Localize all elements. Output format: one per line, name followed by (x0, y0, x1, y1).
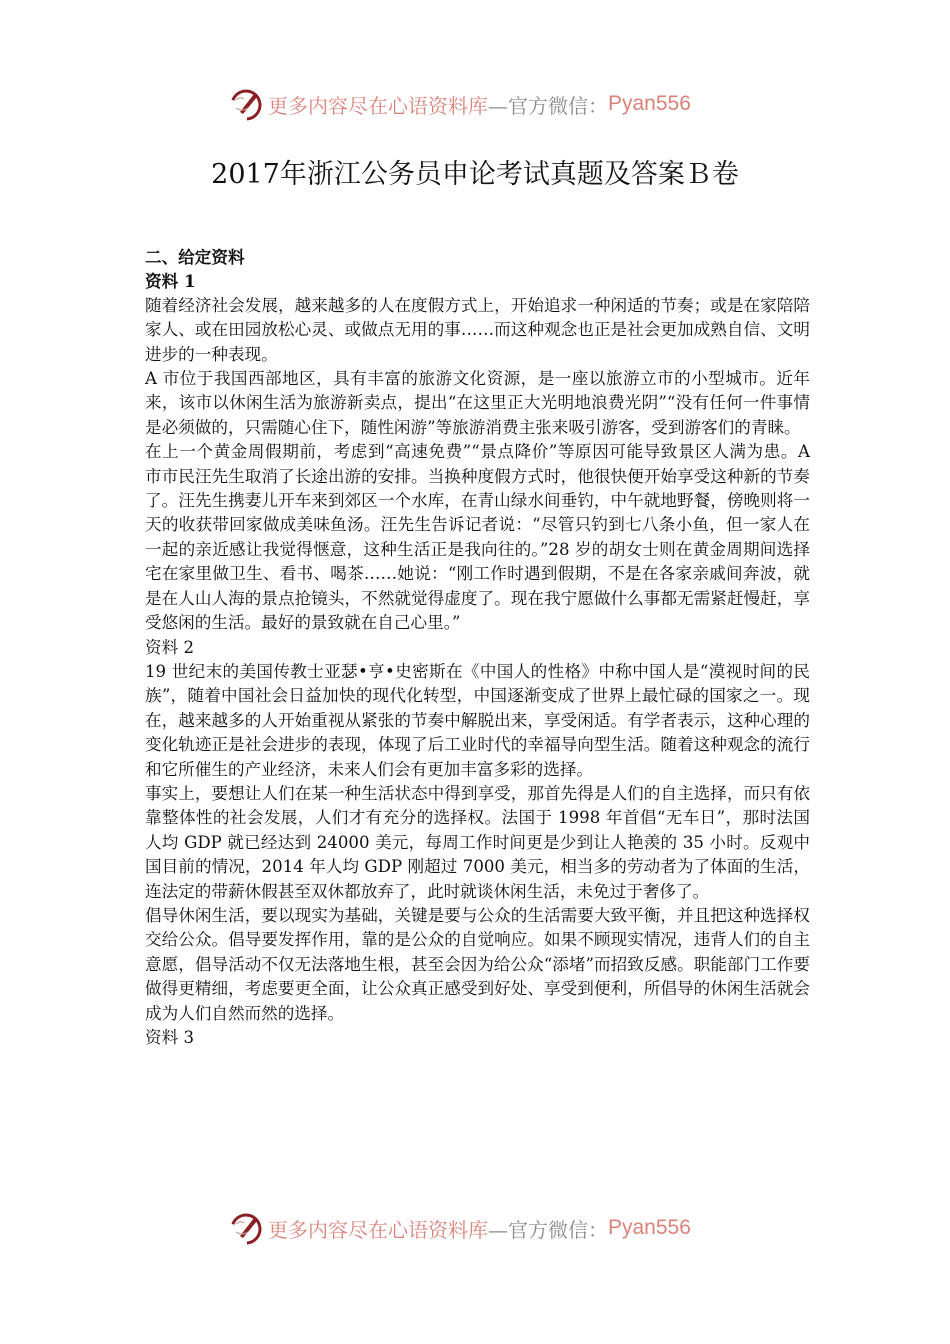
header-banner (228, 84, 708, 124)
material-1-paragraph: A 市位于我国西部地区，具有丰富的旅游文化资源，是一座以旅游立市的小型城市。近年来，该市以休闲生活为旅游新卖点，提出“在这里正大光明地浪费光阴”“没有任何一件事情是必须做的，只需随心住下，随性闲游”等旅游消费主张来吸引游客，受到游客们的青睐。 (145, 369, 810, 437)
material-2-paragraph: 19 世纪末的美国传教士亚瑟•亨•史密斯在《中国人的性格》中称中国人是“漠视时间的民族”，随着中国社会日益加快的现代化转型，中国逐渐变成了世界上最忙碌的国家之一。现在，越来越多的人开始重视从紧张的节奏中解脱出来，享受闲适。有学者表示，这种心理的变化轨迹正是社会进步的表现，体现了后工业时代的幸福导向型生活。随着这种观念的流行和它所催生的产业经济，未来人们会有更加丰富多彩的选择。 (145, 661, 810, 779)
material-1-heading: 资料 1 (145, 271, 196, 292)
banner-text-wechat-id: Pyan556 (608, 92, 691, 115)
banner-text-wechat-label: —官方微信： (488, 1217, 608, 1242)
material-2-paragraph: 倡导休闲生活，要以现实为基础，关键是要与公众的生活需要大致平衡，并且把这种选择权交给公众。倡导要发挥作用，靠的是公众的自觉响应。如果不顾现实情况，违背人们的自主意愿，倡导活动不仅无法落地生根，甚至会因为给公众“添堵”而招致反感。职能部门工作要做得更精细，考虑要更全面，让公众真正感受到好处、享受到便利，所倡导的休闲生活就会成为人们自然而然的选择。 (145, 905, 810, 1023)
banner-text-wechat-label: —官方微信： (488, 93, 608, 118)
document-body (145, 245, 810, 1050)
quill-pen-logo-icon (228, 1210, 264, 1246)
material-1-paragraph: 随着经济社会发展，越来越多的人在度假方式上，开始追求一种闲适的节奏；或是在家陪陪家人、或在田园放松心灵、或做点无用的事……而这种观念也正是社会更加成熟自信、文明进步的一种表现。 (145, 295, 810, 364)
material-1-paragraph: 在上一个黄金周假期前，考虑到“高速免费”“景点降价”等原因可能导致景区人满为患。A 市市民汪先生取消了长途出游的安排。当换种度假方式时，他很快便开始享受这种新的节奏了。汪先生携妻儿开车来到郊区一个水库，在青山绿水间垂钓，中午就地野餐，傍晚则将一天的收获带回家做成美味鱼汤。汪先生告诉记者说：“尽管只钓到七八条小鱼，但一家人在一起的亲近感让我觉得惬意，这种生活正是我向往的。”28 岁的胡女士则在黄金周期间选择宅在家里做卫生、看书、喝茶……她说：“刚工作时遇到假期，不是在各家亲戚间奔波，就是在人山人海的景点抢镜头，不然就觉得虚度了。现在我宁愿做什么事都无需紧赶慢赶，享受悠闲的生活。最好的景致就在自己心里。” (145, 442, 810, 633)
footer-banner (228, 1208, 708, 1248)
banner-text-main: 更多内容尽在心语资料库 (268, 1217, 488, 1242)
material-3-heading: 资料 3 (145, 1028, 195, 1047)
section-heading: 二、给定资料 (145, 247, 245, 267)
banner-text-wechat-id: Pyan556 (608, 1216, 691, 1239)
quill-pen-logo-icon (228, 86, 264, 122)
material-2-heading: 资料 2 (145, 637, 195, 657)
banner-text-main: 更多内容尽在心语资料库 (268, 93, 488, 118)
document-title: 2017年浙江公务员申论考试真题及答案Ｂ卷 (211, 159, 739, 190)
material-2-paragraph: 事实上，要想让人们在某一种生活状态中得到享受，那首先得是人们的自主选择，而只有依靠整体性的社会发展，人们才有充分的选择权。法国于 1998 年首倡“无车日”，那时法国人均 GDP 就已经达到 24000 美元，每周工作时间更是少到让人艳羡的 35 小时。反观中国目前的情况，2014 年人均 GDP 刚超过 7000 美元，相当多的劳动者为了体面的生活，连法定的带薪休假甚至双休都放弃了，此时就谈休闲生活，未免过于奢侈了。 (145, 783, 810, 901)
